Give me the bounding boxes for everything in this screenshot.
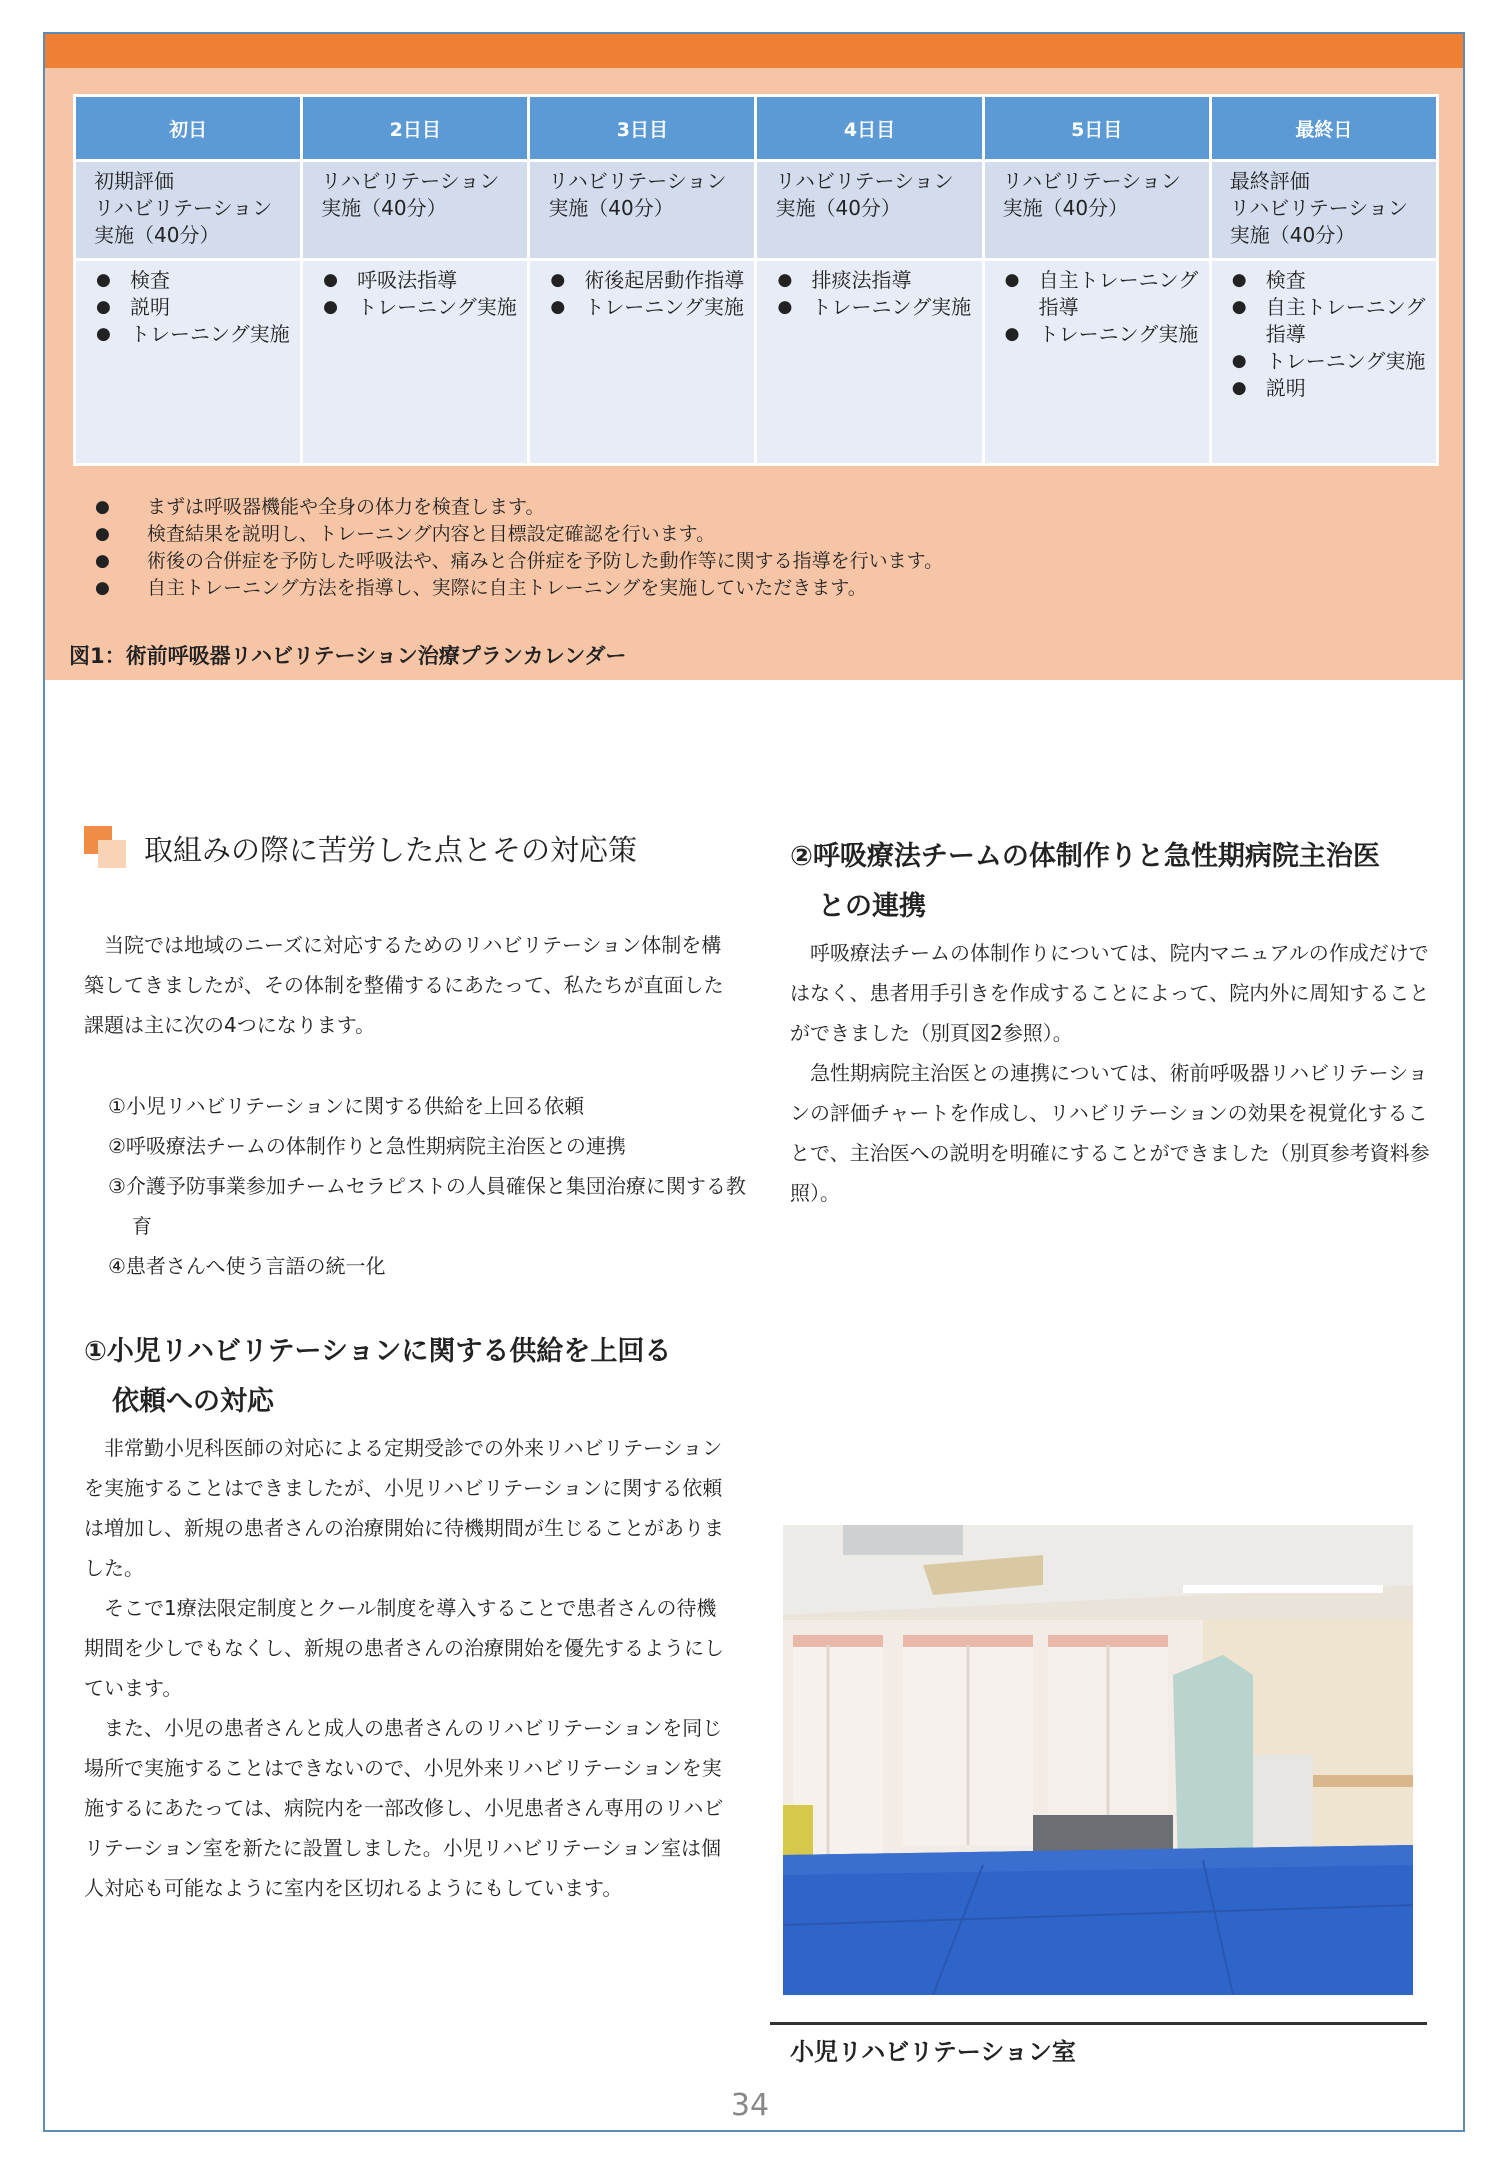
day-header: 3日目 — [529, 96, 756, 161]
list-item: ● トレーニング実施 — [1003, 321, 1199, 348]
items-cell — [302, 260, 529, 465]
intro-text — [84, 925, 729, 1045]
list-item: ● 検査 — [1230, 267, 1426, 294]
figure-panel — [45, 34, 1463, 680]
notes-list — [95, 494, 943, 602]
items-cell — [75, 260, 302, 465]
issues-list — [108, 1086, 748, 1286]
note-item: ● 検査結果を説明し、トレーニング内容と目標設定確認を行います。 — [95, 521, 943, 548]
list-item: ● 検査 — [94, 267, 290, 294]
subheading-line: との連携 — [818, 891, 926, 922]
session-cell: リハビリテーション実施（40分） — [756, 161, 983, 260]
list-item: ● 排痰法指導 — [775, 267, 971, 294]
section-square-icon — [98, 840, 126, 868]
issue-item: ③介護予防事業参加チームセラピストの人員確保と集団治療に関する教育 — [108, 1174, 746, 1238]
issue-item: ②呼吸療法チームの体制作りと急性期病院主治医との連携 — [108, 1134, 626, 1158]
subheading-line: 依頼への対応 — [112, 1386, 274, 1417]
list-item: ● トレーニング実施 — [321, 294, 517, 321]
list-item: ● 術後起居動作指導 — [548, 267, 744, 294]
day-header: 5日目 — [983, 96, 1210, 161]
figure-caption: 図1：術前呼吸器リハビリテーション治療プランカレンダー — [69, 644, 627, 668]
list-item: ● トレーニング実施 — [94, 321, 290, 348]
list-item: ● トレーニング実施 — [775, 294, 971, 321]
note-item: ● 自主トレーニング方法を指導し、実際に自主トレーニングを実施していただきます。 — [95, 575, 943, 602]
note-item: ● 術後の合併症を予防した呼吸法や、痛みと合併症を予防した動作等に関する指導を行います。 — [95, 548, 943, 575]
subheading-line: ①小児リハビリテーションに関する供給を上回る — [84, 1336, 672, 1367]
top-accent-bar — [45, 34, 1463, 68]
page-number: 34 — [730, 2088, 770, 2123]
list-item: ● 自主トレーニング指導 — [1003, 267, 1199, 321]
caption-divider — [770, 2022, 1427, 2025]
list-item: ● 説明 — [94, 294, 290, 321]
day-header: 2日目 — [302, 96, 529, 161]
photo-caption: 小児リハビリテーション室 — [790, 2038, 1076, 2066]
subheading-respiratory — [790, 832, 1430, 932]
day-header: 初日 — [75, 96, 302, 161]
list-item: ● 説明 — [1230, 375, 1426, 402]
rehab-room-photo — [783, 1525, 1413, 1995]
session-cell: リハビリテーション実施（40分） — [983, 161, 1210, 260]
session-cell: リハビリテーション実施（40分） — [529, 161, 756, 260]
intro-paragraph: 当院では地域のニーズに対応するためのリハビリテーション体制を構築してきましたが、その体制を整備するにあたって、私たちが直面した課題は主に次の4つになります。 — [84, 933, 724, 1037]
subheading-line: ②呼吸療法チームの体制作りと急性期病院主治医 — [790, 841, 1380, 872]
issue-item: ①小児リハビリテーションに関する供給を上回る依頼 — [108, 1094, 585, 1118]
list-item: ● 自主トレーニング指導 — [1230, 294, 1426, 348]
items-cell — [983, 260, 1210, 465]
pediatric-body — [84, 1428, 729, 1908]
body-paragraph: そこで1療法限定制度とクール制度を導入することで患者さんの待機期間を少しでもなくし、新規の患者さんの治療開始を優先するようにしています。 — [84, 1596, 724, 1700]
list-item: ● 呼吸法指導 — [321, 267, 517, 294]
session-cell: 初期評価 リハビリテーション実施（40分） — [75, 161, 302, 260]
body-paragraph: 急性期病院主治医との連携については、術前呼吸器リハビリテーションの評価チャートを作成し、リハビリテーションの効果を視覚化することで、主治医への説明を明確にすることができました（別頁参考資料参照）。 — [790, 1061, 1430, 1205]
subheading-pediatric — [84, 1327, 744, 1427]
issue-item: ④患者さんへ使う言語の統一化 — [108, 1254, 386, 1278]
room-illustration — [783, 1525, 1413, 1995]
session-cell: 最終評価 リハビリテーション実施（40分） — [1210, 161, 1437, 260]
items-cell — [529, 260, 756, 465]
body-paragraph: また、小児の患者さんと成人の患者さんのリハビリテーションを同じ場所で実施することはできないので、小児外来リハビリテーションを実施するにあたっては、病院内を一部改修し、小児患者さん専用のリハビリテーション室を新たに設置しました。小児リハビリテーション室は個人対応も可能なように室内を区切れるようにもしています。 — [84, 1716, 724, 1900]
items-cell — [756, 260, 983, 465]
plan-calendar-table — [73, 94, 1439, 466]
day-header: 最終日 — [1210, 96, 1437, 161]
day-header: 4日目 — [756, 96, 983, 161]
list-item: ● トレーニング実施 — [1230, 348, 1426, 375]
note-item: ● まずは呼吸器機能や全身の体力を検査します。 — [95, 494, 943, 521]
list-item: ● トレーニング実施 — [548, 294, 744, 321]
section-title: 取組みの際に苦労した点とその対応策 — [144, 833, 638, 867]
body-paragraph: 呼吸療法チームの体制作りについては、院内マニュアルの作成だけではなく、患者用手引きを作成することによって、院内外に周知することができました（別頁図2参照）。 — [790, 941, 1430, 1045]
items-cell — [1210, 260, 1437, 465]
respiratory-body — [790, 933, 1430, 1213]
body-paragraph: 非常勤小児科医師の対応による定期受診での外来リハビリテーションを実施することはできましたが、小児リハビリテーションに関する依頼は増加し、新規の患者さんの治療開始に待機期間が生じることがありました。 — [84, 1436, 724, 1580]
session-cell: リハビリテーション実施（40分） — [302, 161, 529, 260]
